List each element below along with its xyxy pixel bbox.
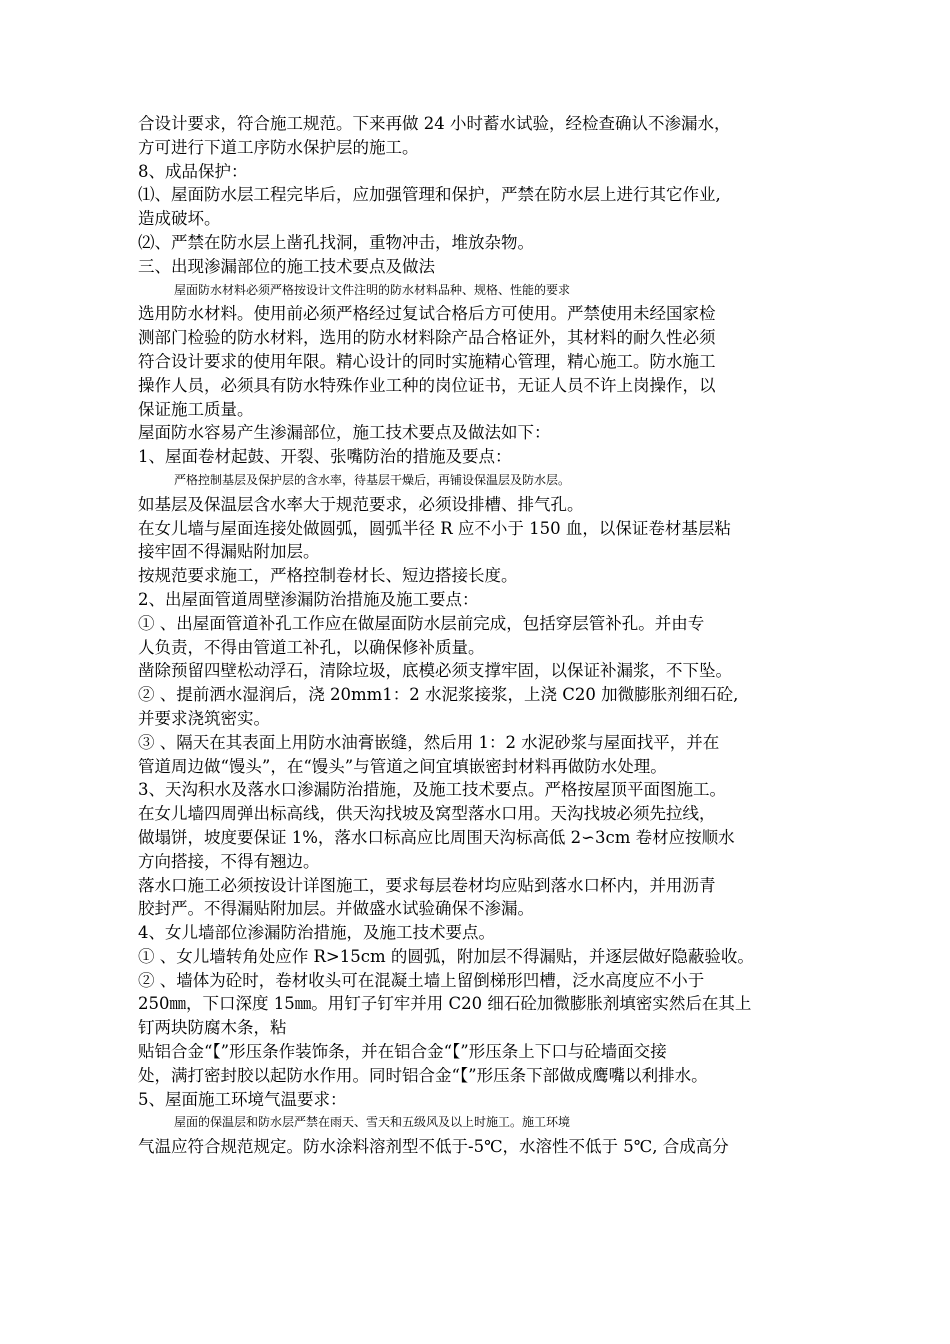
text-line: 在女儿墙四周弹出标高线，供天沟找坡及窝型落水口用。天沟找坡必须先拉线， — [138, 804, 716, 824]
text-line: 屋面防水容易产生渗漏部位，施工技术要点及做法如下： — [138, 423, 551, 443]
text-line: 严格控制基层及保护层的含水率，待基层干燥后，再铺设保温层及防水层。 — [174, 472, 571, 487]
text-line: 做塌饼，坡度要保证 1%，落水口标高应比周围天沟标高低 2∽3cm 卷材应按顺水 — [138, 827, 735, 847]
text-line: 落水口施工必须按设计详图施工，要求每层卷材均应贴到落水口杯内，并用沥青 — [138, 875, 716, 895]
document-body — [138, 112, 828, 1159]
text-line: 选用防水材料。使用前必须严格经过复试合格后方可使用。严禁使用未经国家检 — [138, 304, 716, 324]
text-line: 符合设计要求的使用年限。精心设计的同时实施精心管理，精心施工。防水施工 — [138, 351, 716, 371]
text-line: ⑵、严禁在防水层上凿孔找洞，重物冲击，堆放杂物。 — [138, 232, 534, 252]
text-line: 250㎜，下口深度 15㎜。用钉子钉牢并用 C20 细石砼加微膨胀剂填密实然后在其上 — [138, 994, 752, 1014]
text-line: 2、出屋面管道周壁渗漏防治措施及施工要点： — [138, 589, 479, 609]
text-line: 操作人员，必须具有防水特殊作业工种的岗位证书，无证人员不许上岗操作，以 — [138, 375, 716, 395]
text-line: 处，满打密封胶以起防水作用。同时铝合金“【”形压条下部做成鹰嘴以利排水。 — [138, 1065, 708, 1085]
text-line: 并要求浇筑密实。 — [138, 708, 270, 728]
text-line: ② 、墙体为砼时，卷材收头可在混凝土墙上留倒梯形凹槽，泛水高度应不小于 — [138, 970, 705, 990]
text-line: 合设计要求，符合施工规范。下来再做 24 小时蓄水试验，经检查确认不渗漏水， — [138, 114, 731, 133]
text-line: ① 、女儿墙转角处应作 R>15cm 的圆弧，附加层不得漏贴，并逐层做好隐蔽验收。 — [138, 946, 754, 966]
text-line: 5、屋面施工环境气温要求： — [138, 1089, 347, 1109]
text-line: ② 、提前洒水湿润后，浇 20mm1：2 水泥浆接浆，上浇 C20 加微膨胀剂细石砼, — [138, 685, 739, 705]
text-line: 人负责，不得由管道工补孔，以确保修补质量。 — [138, 637, 485, 657]
text-line: 按规范要求施工，严格控制卷材长、短边搭接长度。 — [138, 566, 518, 586]
text-line: 管道周边做“馒头”，在“馒头”与管道之间宜填嵌密封材料再做防水处理。 — [138, 756, 667, 776]
text-line: 在女儿墙与屋面连接处做圆弧，圆弧半径 R 应不小于 150 血，以保证卷材基层粘 — [138, 518, 731, 538]
text-line: 方可进行下道工序防水保护层的施工。 — [138, 137, 419, 157]
text-line: 屋面的保温层和防水层严禁在雨天、雪天和五级风及以上时施工。施工环境 — [174, 1115, 571, 1130]
text-line: 方向搭接，不得有翘边。 — [138, 851, 320, 871]
text-line: 屋面防水材料必须严格按设计文件注明的防水材料品种、规格、性能的要求 — [174, 282, 571, 297]
text-line: 三、出现渗漏部位的施工技术要点及做法 — [138, 256, 435, 276]
text-line: 3、天沟积水及落水口渗漏防治措施，及施工技术要点。严格按屋顶平面图施工。 — [138, 780, 726, 800]
text-line: 气温应符合规范规定。防水涂料溶剂型不低于-5℃，水溶性不低于 5℃, 合成高分 — [138, 1137, 729, 1157]
text-line: 凿除预留四壁松动浮石，清除垃圾，底模必须支撑牢固，以保证补漏浆，不下坠。 — [138, 661, 732, 681]
text-line: ① 、出屋面管道补孔工作应在做屋面防水层前完成，包括穿层管补孔。并由专 — [138, 613, 705, 633]
text-line: 胶封严。不得漏贴附加层。并做盛水试验确保不渗漏。 — [138, 899, 534, 919]
text-line: ⑴、屋面防水层工程完毕后，应加强管理和保护，严禁在防水层上进行其它作业, — [138, 185, 721, 205]
text-line: 8、成品保护： — [138, 161, 248, 181]
text-line: 保证施工质量。 — [138, 399, 254, 419]
text-line: 钉两块防腐木条，粘 — [138, 1018, 287, 1038]
text-line: 测部门检验的防水材料，选用的防水材料除产品合格证外，其材料的耐久性必须 — [138, 328, 716, 348]
text-line: 贴铝合金“【”形压条作装饰条，并在铝合金“【”形压条上下口与砼墙面交接 — [138, 1042, 667, 1062]
text-line: 接牢固不得漏贴附加层。 — [138, 542, 320, 562]
text-line: ③ 、隔天在其表面上用防水油膏嵌缝，然后用 1：2 水泥砂浆与屋面找平，并在 — [138, 732, 720, 752]
text-line: 造成破坏。 — [138, 209, 221, 229]
text-line: 如基层及保温层含水率大于规范要求，必须设排槽、排气孔。 — [138, 494, 584, 514]
text-line: 1、屋面卷材起鼓、开裂、张嘴防治的措施及要点： — [138, 447, 512, 467]
text-line: 4、女儿墙部位渗漏防治措施，及施工技术要点。 — [138, 923, 495, 943]
